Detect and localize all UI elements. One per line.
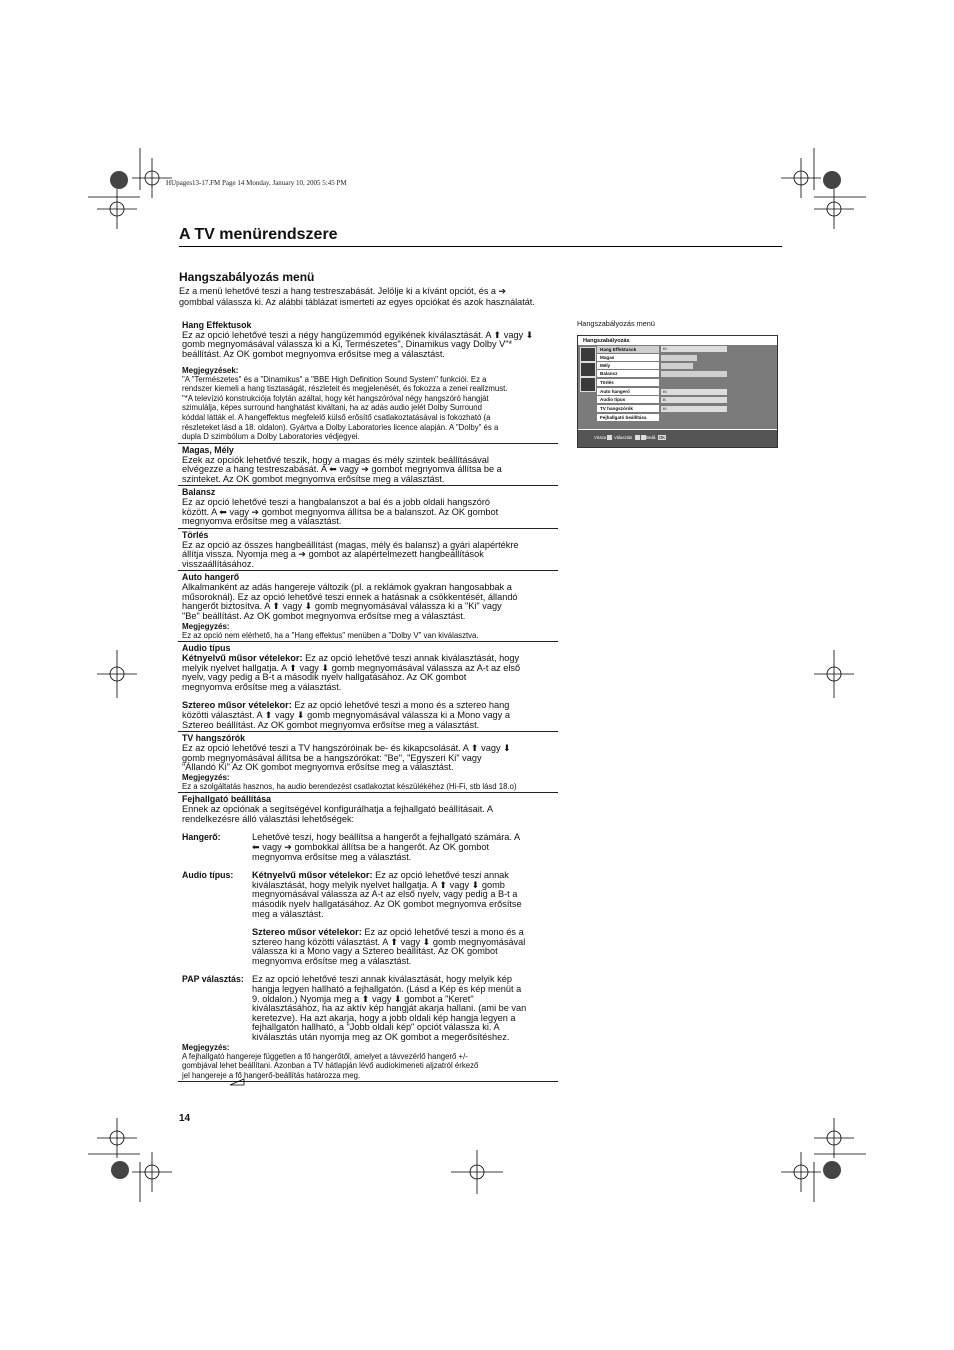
entry-fejhallgato: Fejhallgató beállítása Ennek az opciónak a segítségével konfigurálhatja a fejhallgató beállításait. A rendelkezésre álló választási lehetőségek: Hangerő: Lehetővé teszi, hogy beállítsa a hangerőt a fejhallgató számára. A ⬅ vagy ➔ gombokkal állítsa be a hangerőt. Az OK gombot megnyomva erősítse meg a választást. Audio típus: Kétnyelvű műsor vételekor: Ez az opció lehetővé teszi annak kiválasztását, hogy melyik nyelvet hallgatja. A ⬆ vagy ⬇ gomb megnyomásával válassza az A-t az első nyelv, vagy pedig a B-t a második nyelv hallgatásához. Az OK gombot megnyomva erősítse meg a választást. Sztereo műsor vételekor: Ez az opció lehetővé teszi a mono és a sztereo hang közötti választást. A ⬆ vagy ⬇ gomb megnyomásával válassza ki a Mono vagy a Sztereo beállítást. Az OK gombot megnyomva erősítse meg a választást. PAP választás: Ez az opció lehetővé teszi annak kiválasztását, hogy melyik kép hangja legyen hallható a fejhallgatón. (Lásd a Kép és kép menüt a 9. oldalon.) Nyomja meg a ⬆ vagy ⬇ gombot a "Keret" kiválasztásához, ha az aktív kép hangját akarja hallani. (ami be van keretezve). Ha azt akarja, hogy a jobb oldali kép hangja legyen a fejhallgatón hallható, a "Jobb oldali kép" opciót válassza ki. A kiválasztás után nyomja meg az OK gombot a megerősítéshez. Megjegyzés: A fejhallgató hangereje független a fő hangerőtől, amelyet a távvezérlő hangerő +/- gombjával lehet beállítani. Azonban a TV hátlapján lévő audiokimeneti aljzatról érkező jel hangereje a fő hangerő-beállítás határozza meg. <box>182 795 554 1080</box>
entry-hang-effektusok: Hang Effektusok Ez az opció lehetővé teszi a négy hangüzemmód egyikének kiválasztását. A ⬆ vagy ⬇ gomb megnyomásával válassza ki a Ki, Természetes", Dinamikus vagy Dolby V"* beállítást. Az OK gombot megnyomva erősítse meg a választást. Megjegyzések: "A "Természetes" és a "Dinamikus" a "BBE High Definition Sound System" funkciói. Ez a rendszer kiemeli a hang tisztaságát, részleteit és megjelenését, és fokozza a zenei realizmust. "*A televízió konstrukciója folytán azáltal, hogy két hangszóróval négy hangszóró hangját szimulálja, képes surround hanghatást kiváltani, ha az adás audio jelét Dolby Surround kóddal látták el. A hangeffektus megfelelő külső erősítő csatlakoztatásával is fokozható (a részleteket lásd a 18. oldalon). Gyártva a Dolby Laboratories licence alapján. A "Dolby" és a dupla D szimbólum a Dolby Laboratories védjegyei. <box>182 320 534 442</box>
tv-footer-adjust: Beáll. <box>646 435 657 440</box>
volume-icon <box>229 1078 245 1086</box>
tv-menu-value: Ki <box>661 346 727 352</box>
tv-menu-title: Hangszabályozás <box>583 338 630 344</box>
entry-auto-hangero: Auto hangerő Alkalmanként az adás hangereje változik (pl. a reklámok gyakran hangosabbak a műsoroknál). Ez az opció lehetővé teszi ennek a hatásnak a csökkentését, állandó hangerőt biztosítva. A ⬆ vagy ⬇ gomb megnyomásával válassza ki a "Ki" vagy "Be" beállítást. Az OK gombot megnyomva erősítse meg a választást. Megjegyzés: Ez az opció nem elérhető, ha a "Hang effektus" menüben a "Dolby V" van kiválasztva. <box>182 572 518 640</box>
tv-footer-ok: OK <box>659 435 666 440</box>
intro-text: Ez a menü lehetővé teszi a hang testreszabását. Jelölje ki a kívánt opciót, és a ➔ gombbal válassza ki. Az alábbi táblázat ismerteti az egyes opciókat és azok használatát. <box>179 286 535 307</box>
tv-footer-back: Vissza <box>594 435 607 440</box>
tv-menu-item: Audio típus <box>597 396 659 403</box>
entry-magas-mely: Magas, Mély Ezek az opciók lehetővé teszik, hogy a magas és mély szintek beállításával elvégezze a hang testreszabását. A ⬅ vagy ➔ gombot megnyomva állítsa be a szinteket. Az OK gombot megnyomva erősítse meg a választást. <box>182 444 502 484</box>
entry-tv-hangszorok: TV hangszórók Ez az opció lehetővé teszi a TV hangszóróinak be- és kikapcsolását. A ⬆ vagy ⬇ gomb megnyomásával állítsa be a hangszórókat: "Be", "Egyszeri Ki" vagy "Állandó Ki" Az OK gombot megnyomva erősítse meg a választást. Megjegyzés: Ez a szolgáltatás hasznos, ha audio berendezést csatlakoztat készülékéhez (Hi-Fi, stb lásd 18.o) <box>182 733 517 791</box>
tv-menu-item: Auto hangerő <box>597 388 659 395</box>
entry-audio-tipus: Audio típus Kétnyelvű műsor vételekor: Ez az opció lehetővé teszi annak kiválasztását, hogy melyik nyelvet hallgatja. A ⬆ vagy ⬇ gomb megnyomásával válassza az A-t az első nyelv, vagy pedig a B-t a második nyelv hallgatásához. Az OK gombot megnyomva erősítse meg a választást. Sztereo műsor vételekor: Ez az opció lehetővé teszi a mono és a sztereo hang közötti választást. A ⬆ vagy ⬇ gomb megnyomásával válassza ki a Mono vagy a Sztereo beállítást. Az OK gombot megnyomva erősítse meg a választást. <box>182 643 521 730</box>
page-title: A TV menürendszere <box>179 226 338 243</box>
tv-menu-item: TV hangszórók <box>597 405 659 412</box>
tv-menu-item: Törlés <box>597 379 659 386</box>
tv-menu-item: Mély <box>597 362 659 369</box>
tv-menu-item: Magas <box>597 354 659 361</box>
tv-menu-value: Ki <box>661 389 727 395</box>
page-number: 14 <box>179 1113 191 1124</box>
tv-menu-item: Balansz <box>597 370 659 377</box>
figure-caption: Hangszabályozás menü <box>577 319 655 328</box>
tv-footer-select: Választás <box>614 435 633 440</box>
entry-torles: Törlés Ez az opció az összes hangbeállítást (magas, mély és balansz) a gyári alapértékre állítja vissza. Nyomja meg a ➔ gombot az alapértelmezett hangbeállítások visszaállításához. <box>182 529 519 569</box>
section-title: Hangszabályozás menü <box>179 270 315 284</box>
tv-menu-value: Ki <box>661 406 727 412</box>
headphone-pap-row: PAP választás: Ez az opció lehetővé teszi annak kiválasztását, hogy melyik kép hangja legyen hallható a fejhallgatón. (Lásd a Kép és kép menüt a 9. oldalon.) Nyomja meg a ⬆ vagy ⬇ gombot a "Keret" kiválasztásához, ha az aktív kép hangját akarja hallani. (ami be van keretezve). Ha azt akarja, hogy a jobb oldali kép hangja legyen a fejhallgatón hallható, a "Jobb oldali kép" opciót válassza ki. A kiválasztás után nyomja meg az OK gombot a megerősítéshez. <box>182 974 527 1043</box>
headphone-audio-row: Audio típus: Kétnyelvű műsor vételekor: Ez az opció lehetővé teszi annak kiválasztását, hogy melyik nyelvet hallgatja. A ⬆ vagy ⬇ gomb megnyomásával válassza az A-t az első nyelv, vagy pedig a B-t a második nyelv hallgatásához. Az OK gombot megnyomva erősítse meg a választást. Sztereo műsor vételekor: Ez az opció lehetővé teszi a mono és a sztereo hang közötti választást. A ⬆ vagy ⬇ gomb megnyomásával válassza ki a Mono vagy a Sztereo beállítást. Az OK gombot megnyomva erősítse meg a választást. <box>182 870 526 966</box>
file-header: HUpages13-17.FM Page 14 Monday, January 10, 2005 5:45 PM <box>166 179 347 187</box>
tv-menu-value: B <box>661 397 727 403</box>
tv-menu-item: Hang Effektusok <box>597 346 659 353</box>
tv-menu-item: Fejhallgató beállítása <box>597 414 659 421</box>
headphone-volume-row: Hangerő: Lehetővé teszi, hogy beállítsa a hangerőt a fejhallgató számára. A ⬅ vagy ➔ gombokkal állítsa be a hangerőt. Az OK gombot megnyomva erősítse meg a választást. <box>182 832 521 862</box>
entry-balansz: Balansz Ez az opció lehetővé teszi a hangbalanszot a bal és a jobb oldali hangszóró között. A ⬅ vagy ➔ gombot megnyomva állítsa be a balanszot. Az OK gombot megnyomva erősítse meg a választást. <box>182 487 499 527</box>
